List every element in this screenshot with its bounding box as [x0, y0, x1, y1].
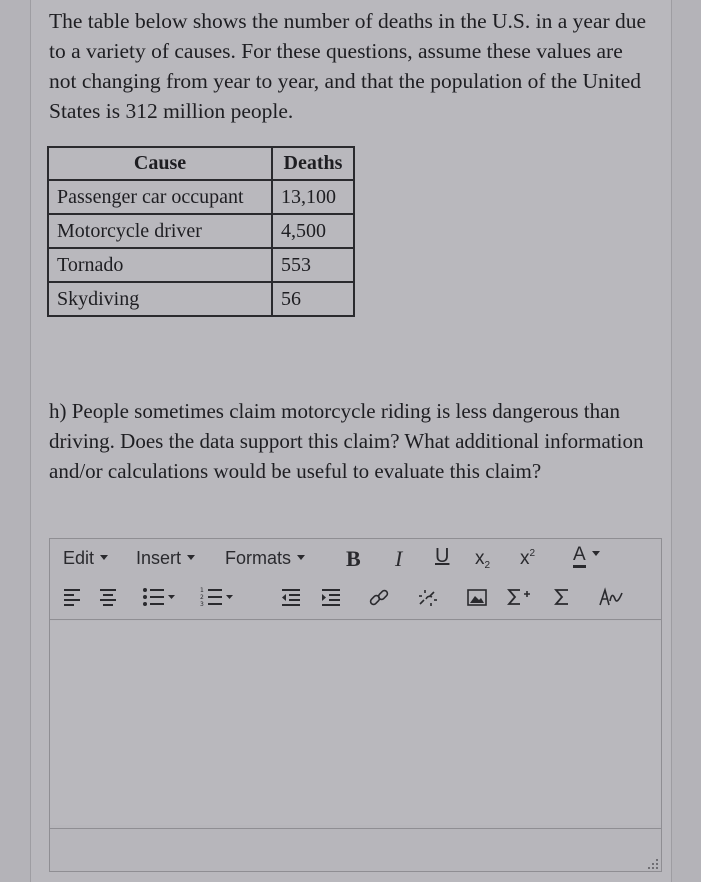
editor-toolbar	[50, 539, 661, 620]
deaths-table	[47, 146, 355, 317]
sigma-plus-icon	[506, 587, 532, 607]
editor-status-bar	[50, 828, 661, 871]
superscript-button[interactable]	[520, 548, 535, 570]
italic-button[interactable]: I	[395, 546, 403, 571]
deaths-cell: 553	[272, 248, 354, 282]
superscript-label: x	[520, 548, 530, 569]
svg-text:3: 3	[200, 601, 204, 607]
table-row	[48, 282, 354, 316]
deaths-cell: 13,100	[272, 180, 354, 214]
outdent-icon	[280, 587, 302, 607]
numbered-list-icon	[200, 587, 234, 607]
cause-cell: Skydiving	[48, 282, 272, 316]
align-left-icon	[62, 587, 82, 607]
bullet-list-button[interactable]	[142, 587, 176, 612]
chevron-down-icon	[187, 555, 195, 560]
sigma-icon	[552, 587, 572, 607]
resize-handle[interactable]	[647, 857, 659, 869]
subscript-mark: 2	[484, 560, 491, 571]
header-cause: Cause	[48, 147, 272, 180]
part-h-question: h) People sometimes claim motorcycle riding is less dangerous than driving. Does the data support this claim? What additional information and/or calculations would be useful to evaluate this claim?	[49, 399, 644, 483]
text-color-button[interactable]	[573, 545, 600, 565]
table-row	[48, 214, 354, 248]
bold-button[interactable]: B	[346, 546, 361, 571]
insert-equation-button[interactable]	[506, 587, 532, 612]
align-center-icon	[98, 587, 118, 607]
question-intro: The table below shows the number of deaths in the U.S. in a year due to a variety of causes. For these questions, assume these values are not changing from year to year, and that the population of the United States is 312 million people.	[49, 9, 647, 123]
rich-text-editor	[49, 538, 662, 872]
formats-menu-label: Formats	[225, 548, 292, 568]
chevron-down-icon	[297, 555, 305, 560]
insert-link-button[interactable]	[368, 587, 390, 614]
outdent-button[interactable]	[280, 587, 302, 612]
remove-link-button[interactable]	[416, 587, 440, 614]
edit-menu[interactable]	[63, 548, 108, 569]
table-row	[48, 248, 354, 282]
align-left-button[interactable]	[62, 587, 82, 612]
cause-cell: Passenger car occupant	[48, 180, 272, 214]
align-center-button[interactable]	[98, 587, 118, 612]
formats-menu[interactable]	[225, 548, 305, 569]
insert-menu-label: Insert	[136, 548, 182, 568]
svg-text:2: 2	[200, 594, 204, 601]
insert-menu[interactable]	[136, 548, 195, 569]
handwriting-button[interactable]	[598, 587, 624, 614]
equation-editor-button[interactable]	[552, 587, 572, 612]
header-deaths: Deaths	[272, 147, 354, 180]
svg-text:1: 1	[200, 587, 204, 594]
toolbar-row-1	[50, 539, 661, 579]
subscript-button[interactable]	[475, 548, 490, 570]
image-icon	[466, 587, 488, 607]
subscript-label: x	[475, 548, 485, 569]
cause-cell: Motorcycle driver	[48, 214, 272, 248]
deaths-cell: 56	[272, 282, 354, 316]
table-row	[48, 180, 354, 214]
edit-menu-label: Edit	[63, 548, 95, 568]
cause-cell: Tornado	[48, 248, 272, 282]
handwriting-icon	[598, 587, 624, 609]
deaths-cell: 4,500	[272, 214, 354, 248]
indent-button[interactable]	[320, 587, 342, 612]
bullet-list-icon	[142, 587, 176, 607]
text-color-label: A	[573, 544, 586, 568]
table-header-row	[48, 147, 354, 180]
unlink-icon	[416, 587, 440, 609]
chevron-down-icon	[100, 555, 108, 560]
link-icon	[368, 587, 390, 609]
numbered-list-button[interactable]	[200, 587, 234, 612]
insert-image-button[interactable]	[466, 587, 488, 612]
resize-grip-icon	[647, 858, 659, 870]
toolbar-row-2	[50, 579, 661, 619]
chevron-down-icon	[592, 551, 600, 556]
superscript-mark: 2	[529, 548, 536, 559]
underline-button[interactable]: U	[435, 545, 450, 567]
indent-icon	[320, 587, 342, 607]
answer-textarea[interactable]	[50, 621, 661, 825]
